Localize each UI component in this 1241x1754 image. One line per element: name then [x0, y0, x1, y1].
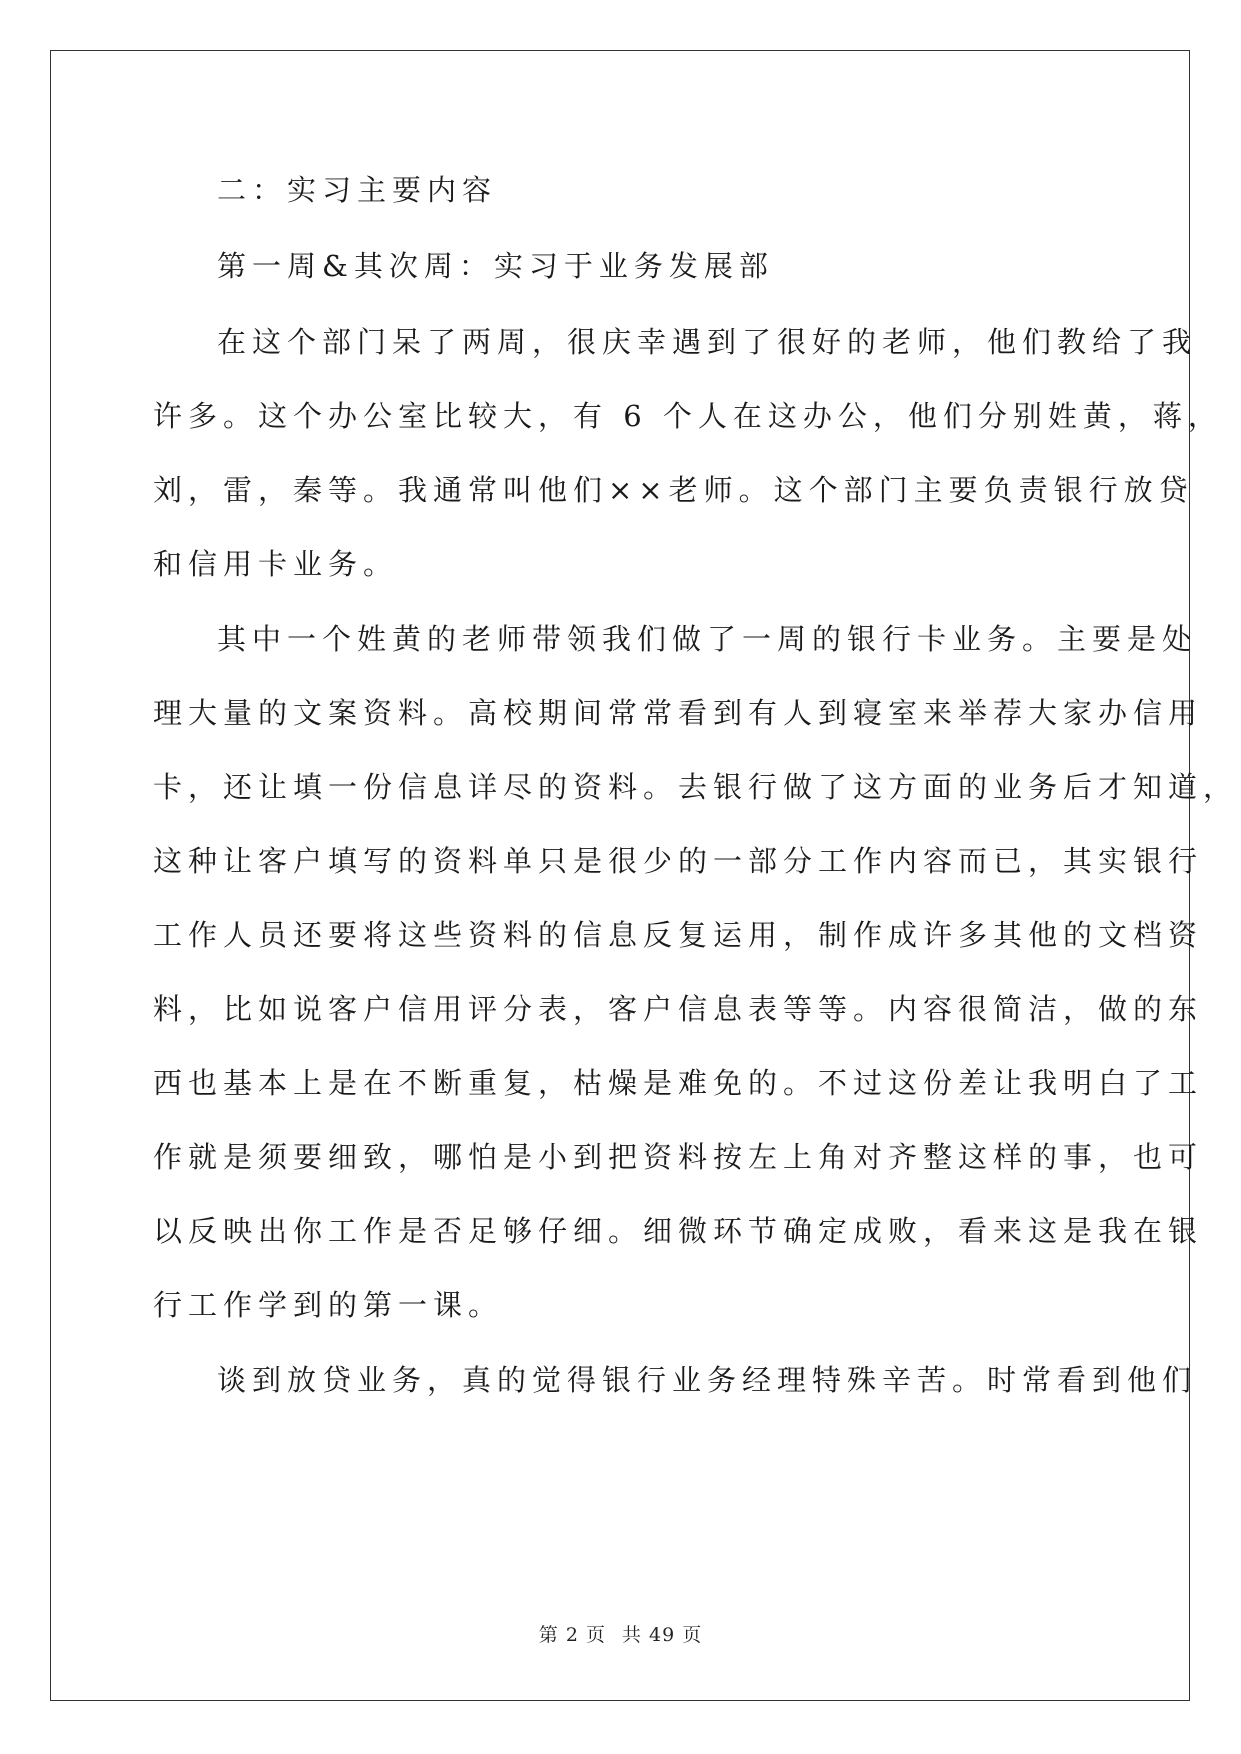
paragraph-3-line-1: 谈到放贷业务，真的觉得银行业务经理特殊辛苦。时常看到他们 — [217, 1363, 1198, 1397]
paragraph-1-line-2: 许多。这个办公室比较大，有 6 个人在这办公，他们分别姓黄，蒋， — [153, 399, 1223, 433]
paragraph-1-line-1: 在这个部门呆了两周，很庆幸遇到了很好的老师，他们教给了我 — [217, 325, 1198, 359]
paragraph-2-line-9: 以反映出你工作是否足够仔细。细微环节确定成败，看来这是我在银 — [153, 1214, 1204, 1248]
paragraph-2-line-4: 这种让客户填写的资料单只是很少的一部分工作内容而已，其实银行 — [153, 844, 1204, 878]
paragraph-2-line-2: 理大量的文案资料。高校期间常常看到有人到寝室来举荐大家办信用 — [153, 696, 1204, 730]
paragraph-2-line-3: 卡，还让填一份信息详尽的资料。去银行做了这方面的业务后才知道， — [153, 770, 1239, 804]
section-heading: 二：实习主要内容 — [217, 173, 498, 207]
page-footer — [0, 1620, 1241, 1647]
paragraph-2-line-6: 料，比如说客户信用评分表，客户信息表等等。内容很简洁，做的东 — [153, 992, 1204, 1026]
page-total: 共 49 页 — [621, 1624, 703, 1646]
paragraph-2-line-7: 西也基本上是在不断重复，枯燥是难免的。不过这份差让我明白了工 — [153, 1066, 1204, 1100]
page-number: 第 2 页 — [538, 1624, 606, 1646]
paragraph-2-line-5: 工作人员还要将这些资料的信息反复运用，制作成许多其他的文档资 — [153, 918, 1204, 952]
paragraph-2-line-10: 行工作学到的第一课。 — [153, 1288, 504, 1322]
paragraph-1-line-4: 和信用卡业务。 — [153, 547, 399, 581]
paragraph-2-line-8: 作就是须要细致，哪怕是小到把资料按左上角对齐整这样的事，也可 — [153, 1140, 1204, 1174]
subheading: 第一周&其次周：实习于业务发展部 — [217, 249, 774, 283]
paragraph-2-line-1: 其中一个姓黄的老师带领我们做了一周的银行卡业务。主要是处 — [217, 622, 1198, 656]
paragraph-1-line-3: 刘，雷，秦等。我通常叫他们××老师。这个部门主要负责银行放贷 — [153, 473, 1194, 507]
